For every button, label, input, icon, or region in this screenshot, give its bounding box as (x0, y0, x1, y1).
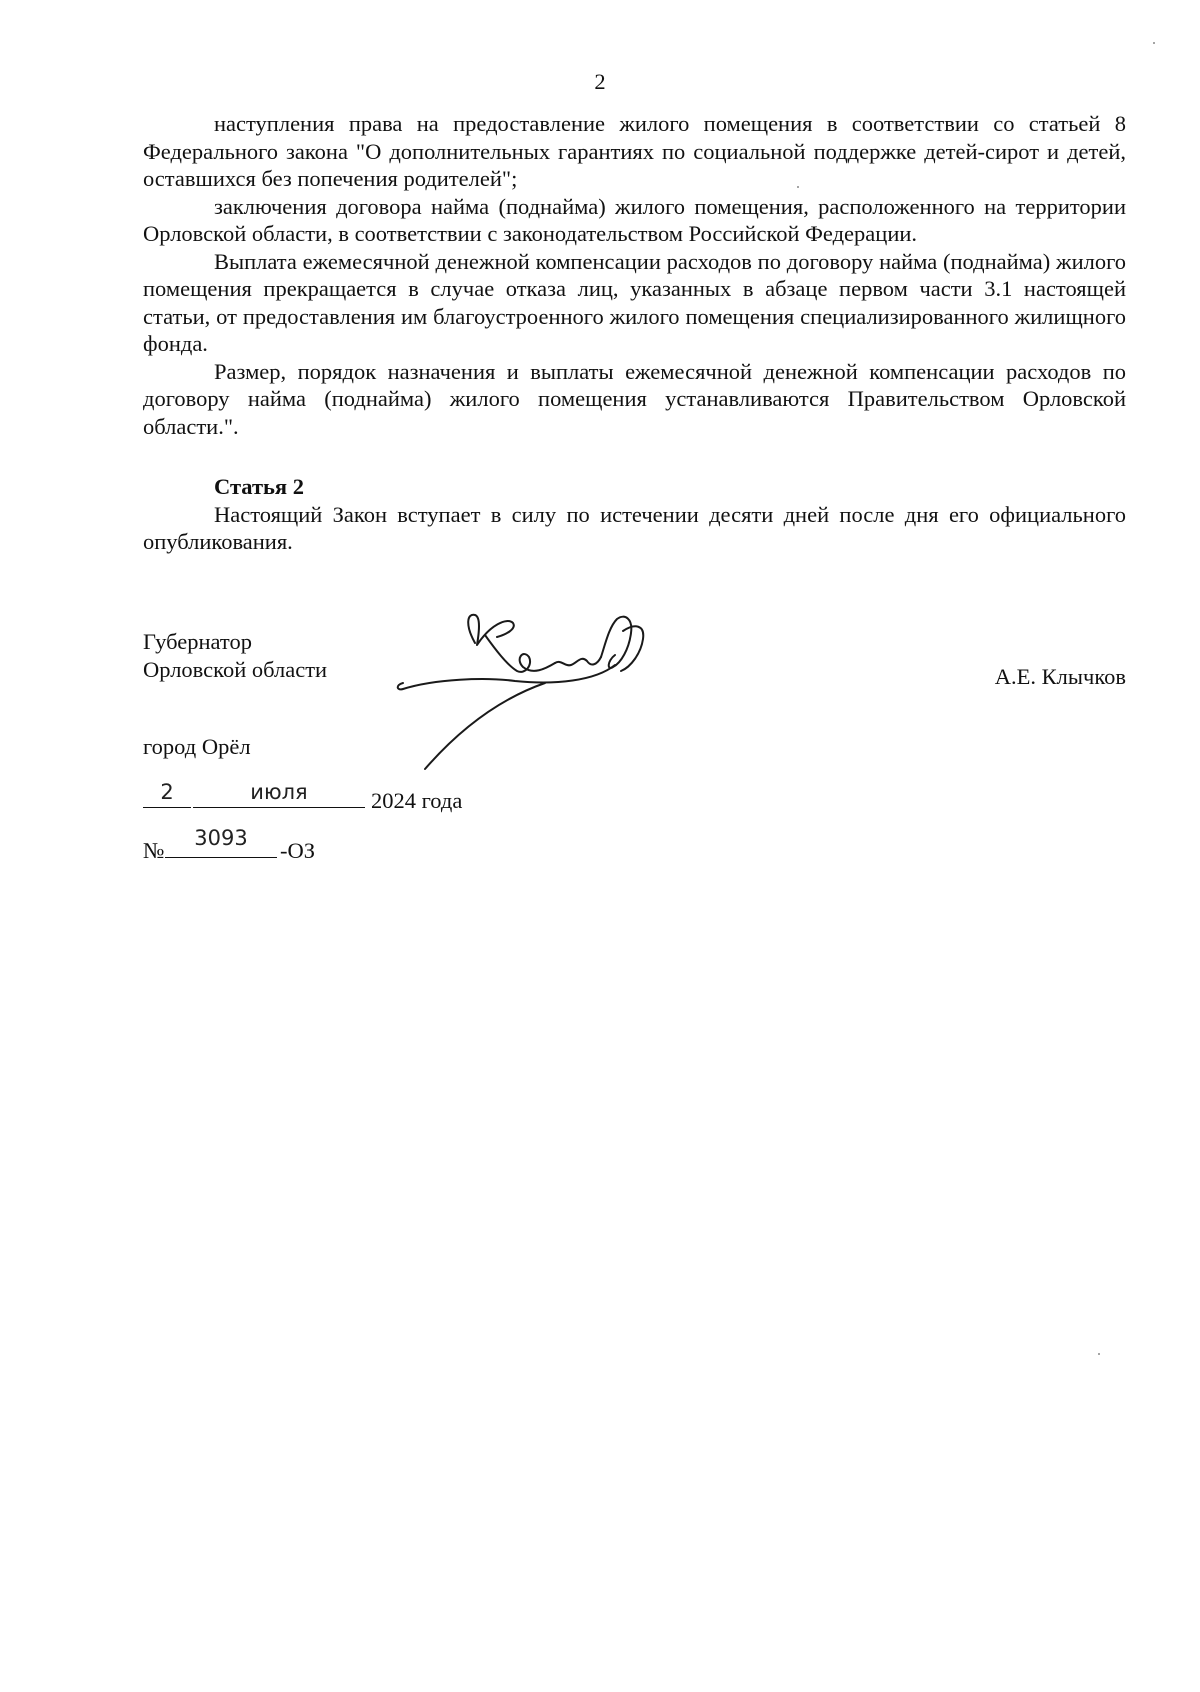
scan-speck (797, 186, 799, 188)
signatory-title (143, 628, 327, 683)
page-number: 2 (594, 69, 606, 94)
number-sign: № (143, 838, 165, 863)
paragraph: наступления права на предоставление жилого помещения в соответствии со статьей 8 Федерального закона "О дополнительных гарантиях по социальной поддержке детей-сирот и детей, оставшихся без попечения родителей"; (143, 111, 1126, 191)
underline (193, 807, 365, 808)
paragraph: заключения договора найма (поднайма) жилого помещения, расположенного на территории Орловской области, в соответствии с законодательством Российской Федерации. (143, 193, 1126, 246)
law-text-body (143, 110, 1126, 440)
underline (165, 857, 277, 858)
underline (143, 807, 191, 808)
signatory-title-line: Орловской области (143, 656, 328, 682)
article-text: Настоящий Закон вступает в силу по истечении десяти дней после дня его официального опубликования. (143, 501, 1126, 554)
scan-speck (1153, 42, 1155, 44)
paragraph: Размер, порядок назначения и выплаты ежемесячной денежной компенсации расходов по договору найма (поднайма) жилого помещения устанавливаются Правительством Орловской области.". (143, 358, 1126, 439)
law-number: 3093 (194, 826, 248, 850)
law-number-line (143, 826, 443, 865)
date-day: 2 (160, 780, 174, 804)
scan-speck (1098, 1353, 1100, 1355)
signatory-title-line: Губернатор (143, 629, 252, 654)
city: город Орёл (143, 734, 251, 759)
number-suffix: -ОЗ (280, 838, 316, 863)
paragraph: Выплата ежемесячной денежной компенсации расходов по договору найма (поднайма) жилого помещения прекращается в случае отказа лиц, указанных в абзаце первом части 3.1 настоящей статьи, от предоставления им благоустроенного жилого помещения специализированного жилищного фонда. (143, 248, 1126, 356)
article-heading: Статья 2 (214, 474, 304, 499)
date-year: 2024 года (371, 788, 463, 813)
handwritten-signature (395, 605, 695, 775)
article-2 (143, 473, 1126, 556)
signatory-name: А.Е. Клычков (994, 664, 1126, 689)
date-line (143, 780, 523, 815)
date-month: июля (250, 780, 308, 804)
